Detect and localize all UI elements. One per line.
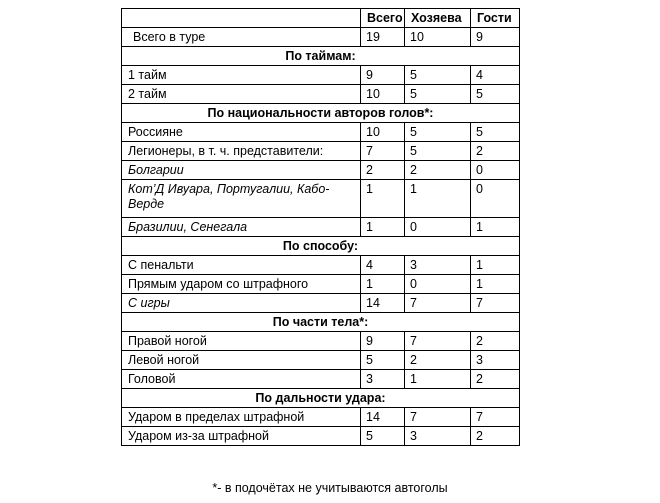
table-row [122,161,520,180]
away-value: 9 [471,28,520,47]
row-label: Левой ногой [122,351,361,370]
table-row [122,332,520,351]
row-label: Правой ногой [122,332,361,351]
home-value: 5 [405,142,471,161]
away-value: 1 [471,218,520,237]
total-value: 10 [361,123,405,142]
row-label: Всего в туре [122,28,361,47]
away-value: 4 [471,66,520,85]
away-value: 3 [471,351,520,370]
row-label: С пенальти [122,256,361,275]
row-label: Россияне [122,123,361,142]
table-row [122,66,520,85]
away-value: 5 [471,85,520,104]
home-value: 5 [405,123,471,142]
section-header-row [122,104,520,123]
row-label: 2 тайм [122,85,361,104]
total-value: 5 [361,427,405,446]
home-value: 1 [405,180,471,218]
table-row [122,218,520,237]
row-label: Кот’Д Ивуара, Португалии, Кабо-Верде [122,180,361,218]
row-label: 1 тайм [122,66,361,85]
section-header-row [122,313,520,332]
total-value: 1 [361,218,405,237]
away-value: 1 [471,275,520,294]
home-value: 3 [405,256,471,275]
total-value: 4 [361,256,405,275]
section-header-row [122,237,520,256]
home-value: 5 [405,66,471,85]
table-row [122,180,520,218]
away-value: 1 [471,256,520,275]
home-value: 5 [405,85,471,104]
away-value: 2 [471,332,520,351]
table-row [122,275,520,294]
table-row [122,256,520,275]
home-value: 2 [405,161,471,180]
table-header-row [122,9,520,28]
table-row [122,427,520,446]
total-value: 10 [361,85,405,104]
section-header-row [122,389,520,408]
table-row [122,85,520,104]
goal-stats-table [121,8,520,446]
away-value: 0 [471,180,520,218]
header-total: Всего [361,9,405,28]
row-label: Болгарии [122,161,361,180]
section-title: По дальности удара: [122,389,520,408]
home-value: 0 [405,218,471,237]
table-row [122,142,520,161]
home-value: 10 [405,28,471,47]
header-home: Хозяева [405,9,471,28]
away-value: 5 [471,123,520,142]
row-label: Ударом из-за штрафной [122,427,361,446]
away-value: 7 [471,408,520,427]
table-row [122,370,520,389]
total-value: 14 [361,294,405,313]
section-title: По способу: [122,237,520,256]
section-title: По таймам: [122,47,520,66]
total-value: 19 [361,28,405,47]
home-value: 7 [405,332,471,351]
total-value: 14 [361,408,405,427]
stats-table-body [122,9,520,446]
table-row [122,294,520,313]
total-row [122,28,520,47]
total-value: 5 [361,351,405,370]
away-value: 2 [471,370,520,389]
row-label: С игры [122,294,361,313]
total-value: 2 [361,161,405,180]
section-title: По части тела*: [122,313,520,332]
total-value: 3 [361,370,405,389]
away-value: 7 [471,294,520,313]
row-label: Легионеры, в т. ч. представители: [122,142,361,161]
away-value: 0 [471,161,520,180]
header-label-cell [122,9,361,28]
home-value: 0 [405,275,471,294]
home-value: 7 [405,408,471,427]
total-value: 9 [361,332,405,351]
home-value: 7 [405,294,471,313]
section-title: По национальности авторов голов*: [122,104,520,123]
total-value: 1 [361,275,405,294]
home-value: 1 [405,370,471,389]
home-value: 3 [405,427,471,446]
away-value: 2 [471,142,520,161]
row-label: Ударом в пределах штрафной [122,408,361,427]
row-label: Прямым ударом со штрафного [122,275,361,294]
home-value: 2 [405,351,471,370]
section-header-row [122,47,520,66]
header-away: Гости [471,9,520,28]
table-row [122,351,520,370]
row-label: Головой [122,370,361,389]
total-value: 9 [361,66,405,85]
away-value: 2 [471,427,520,446]
footnote: *- в подочётах не учитываются автоголы [212,481,448,495]
table-row [122,123,520,142]
total-value: 7 [361,142,405,161]
table-row [122,408,520,427]
row-label: Бразилии, Сенегала [122,218,361,237]
total-value: 1 [361,180,405,218]
